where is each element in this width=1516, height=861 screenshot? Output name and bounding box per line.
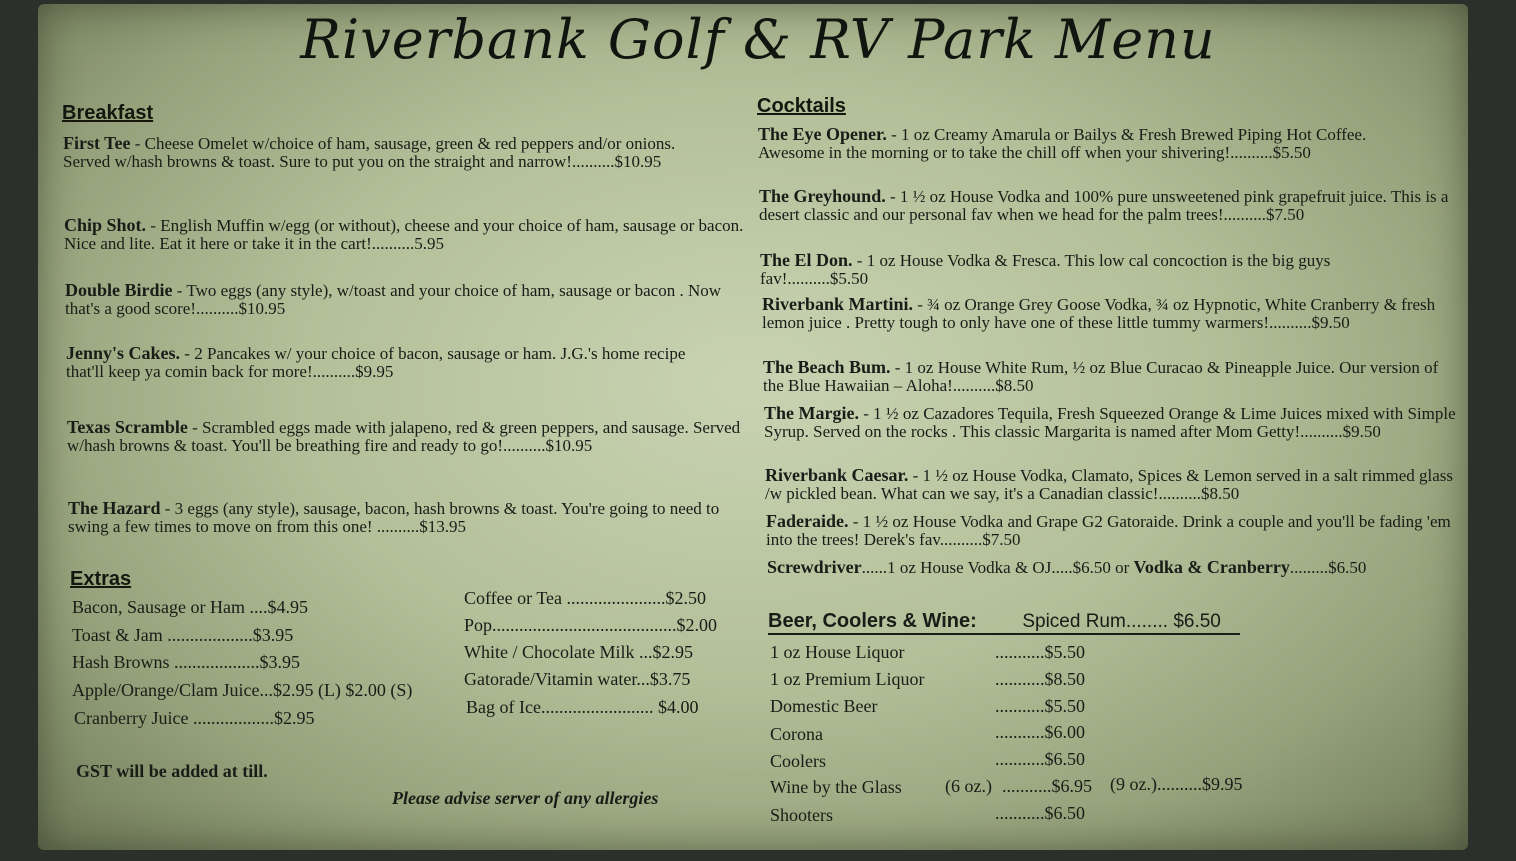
item-desc: - 1 oz House Vodka & Fresca. This low cal concoction is the big guys fav!..........$5.50 <box>760 251 1331 288</box>
extras-item: Apple/Orange/Clam Juice...$2.95 (L) $2.00 (S) <box>72 680 413 700</box>
item-desc: - 1 oz House White Rum, ½ oz Blue Curacao & Pineapple Juice. Our version of the Blue Hawaiian – Aloha!..........$8.50 <box>763 358 1439 395</box>
item-desc: - Two eggs (any style), w/toast and your choice of ham, sausage or bacon . Now that's a good score!..........$10.95 <box>65 281 722 318</box>
extras-item: Pop.........................................$2.00 <box>464 615 718 635</box>
menu-item-the-hazard <box>68 499 748 536</box>
extras-heading: Extras <box>70 568 132 590</box>
item-desc: - 2 Pancakes w/ your choice of bacon, sausage or ham. J.G.'s home recipe that'll keep ya comin back for more!..........$9.95 <box>66 344 686 381</box>
item-name: The Greyhound. <box>759 186 886 206</box>
beer-item-label: Corona <box>770 724 823 744</box>
menu-item-eye-opener <box>758 125 1418 162</box>
item-desc: - 1 oz Creamy Amarula or Bailys & Fresh Brewed Piping Hot Coffee. Awesome in the morning or to take the chill off when your shivering!..........$5.50 <box>758 125 1367 162</box>
item-desc: - 3 eggs (any style), sausage, bacon, hash browns & toast. You're going to need to swing a few times to move on from this one! ..........$13.95 <box>68 499 720 536</box>
extras-item: Coffee or Tea ......................$2.50 <box>464 588 707 608</box>
item-desc: ......1 oz House Vodka & OJ.....$6.50 or <box>861 558 1134 577</box>
item-desc: - Scrambled eggs made with jalapeno, red & green peppers, and sausage. Served w/hash browns & toast. You'll be breathing fire and ready to go!..........$10.95 <box>67 418 741 455</box>
menu-title: Riverbank Golf & RV Park Menu <box>300 8 1216 71</box>
item-desc: .........$6.50 <box>1289 558 1367 577</box>
allergy-note: Please advise server of any allergies <box>392 788 659 808</box>
extras-item: Cranberry Juice ..................$2.95 <box>74 708 315 728</box>
item-name: The El Don. <box>760 250 853 270</box>
beer-item-label: Wine by the Glass <box>770 777 902 797</box>
menu-item-texas-scramble <box>67 418 747 455</box>
item-name: Chip Shot. <box>64 215 147 235</box>
menu-item-riverbank-caesar <box>765 466 1465 503</box>
item-name: Vodka & Cranberry <box>1133 557 1290 577</box>
item-name: The Hazard <box>68 498 161 518</box>
item-desc: - ¾ oz Orange Grey Goose Vodka, ¾ oz Hypnotic, White Cranberry & fresh lemon juice . Pretty tough to only have one of these little tummy warmers!..........$9.50 <box>762 295 1436 332</box>
menu-item-chip-shot <box>64 216 744 253</box>
gst-note: GST will be added at till. <box>76 761 268 781</box>
item-name: Texas Scramble <box>67 417 188 437</box>
beer-item-label: Coolers <box>770 751 826 771</box>
item-name: Riverbank Martini. <box>762 294 913 314</box>
item-name: Double Birdie <box>65 280 173 300</box>
item-desc: - English Muffin w/egg (or without), cheese and your choice of ham, sausage or bacon. Nice and lite. Eat it here or take it in the cart!..........5.95 <box>64 216 744 253</box>
beer-item-price: ...........$6.50 <box>995 803 1085 823</box>
item-desc: - Cheese Omelet w/choice of ham, sausage, green & red peppers and/or onions. Served w/hash browns & toast. Sure to put you on the straight and narrow!..........$10.95 <box>63 134 676 171</box>
beer-item-price: ...........$6.00 <box>995 722 1085 742</box>
item-desc: - 1 ½ oz House Vodka, Clamato, Spices & Lemon served in a salt rimmed glass /w pickled bean. What can we say, it's a Canadian classic!..........$8.50 <box>765 466 1454 503</box>
menu-item-screwdriver <box>767 557 1366 578</box>
item-desc: - 1 ½ oz Cazadores Tequila, Fresh Squeezed Orange & Lime Juices mixed with Simple Syrup. Served on the rocks . This classic Margarita is named after Mom Getty!..........$9.50 <box>764 404 1456 441</box>
wine-large-price: (9 oz.)..........$9.95 <box>1110 774 1243 794</box>
beer-item-price: ...........$5.50 <box>995 642 1085 662</box>
beer-item-price: ...........$5.50 <box>995 696 1085 716</box>
item-name: The Margie. <box>764 403 859 423</box>
menu-item-riverbank-martini <box>762 295 1452 332</box>
beer-item-label: Shooters <box>770 805 833 825</box>
menu-item-greyhound <box>759 187 1459 224</box>
menu-item-beach-bum <box>763 358 1443 395</box>
beer-item-price: ...........$6.50 <box>995 749 1085 769</box>
item-name: Jenny's Cakes. <box>66 343 181 363</box>
menu-item-the-margie <box>764 404 1464 441</box>
item-desc: - 1 ½ oz House Vodka and Grape G2 Gatoraide. Drink a couple and you'll be fading 'em into the trees! Derek's fav..........$7.50 <box>766 512 1451 549</box>
extras-item: Bacon, Sausage or Ham ....$4.95 <box>72 597 308 617</box>
item-desc: - 1 ½ oz House Vodka and 100% pure unsweetened pink grapefruit juice. This is a desert classic and our personal fav when we head for the palm trees!..........$7.50 <box>759 187 1449 224</box>
extras-item: Bag of Ice......................... $4.00 <box>466 697 699 717</box>
extras-item: Gatorade/Vitamin water...$3.75 <box>464 669 691 689</box>
spiced-rum-price: Spiced Rum........ $6.50 <box>1022 611 1221 632</box>
item-name: Riverbank Caesar. <box>765 465 909 485</box>
item-name: The Beach Bum. <box>763 357 891 377</box>
beer-item-price: ...........$8.50 <box>995 669 1085 689</box>
item-name: First Tee <box>63 133 131 153</box>
menu-item-first-tee <box>63 134 723 171</box>
extras-item: Toast & Jam ...................$3.95 <box>72 625 294 645</box>
beer-item-price: ...........$6.95 <box>1002 776 1092 796</box>
item-name: Faderaide. <box>766 511 849 531</box>
item-name: Screwdriver <box>767 557 862 577</box>
cocktails-heading: Cocktails <box>757 95 846 117</box>
beer-item-label: 1 oz Premium Liquor <box>770 669 925 689</box>
beer-item-label: Domestic Beer <box>770 696 878 716</box>
menu-item-double-birdie <box>65 281 745 318</box>
item-name: The Eye Opener. <box>758 124 887 144</box>
breakfast-heading: Breakfast <box>62 102 154 124</box>
beer-heading-label: Beer, Coolers & Wine: <box>768 610 977 632</box>
beer-heading <box>768 610 1240 635</box>
beer-item-label: 1 oz House Liquor <box>770 642 905 662</box>
extras-item: Hash Browns ...................$3.95 <box>72 652 300 672</box>
menu-item-faderaide <box>766 512 1466 549</box>
menu-item-el-don <box>760 251 1440 288</box>
extras-item: White / Chocolate Milk ...$2.95 <box>464 642 693 662</box>
wine-small-size: (6 oz.) <box>945 776 992 796</box>
menu-item-jennys-cakes <box>66 344 726 381</box>
